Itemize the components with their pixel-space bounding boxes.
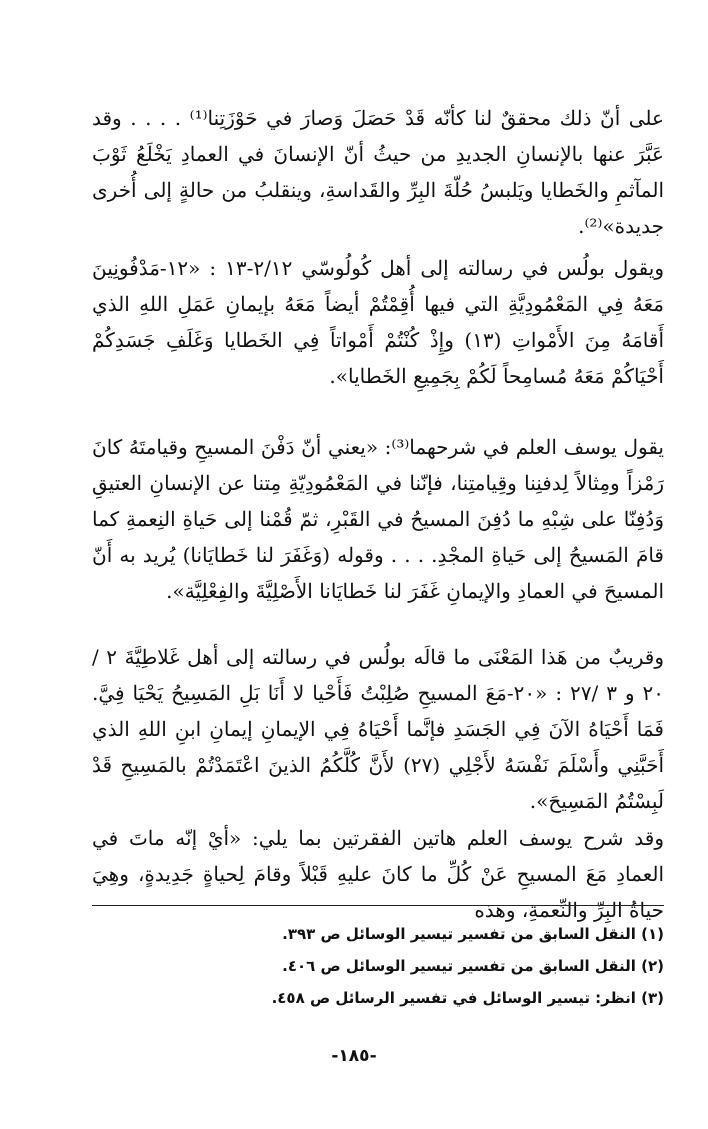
page-number: -١٨٥- [331, 1046, 377, 1066]
body-paragraph-1: على أنّ ذلك محققٌ لنا كأنّه قَدْ حَصَلَ وَصارَ في حَوْزَتِنا⁽¹⁾ . . . . وقد عَبَّرَ عنها بالإنسانِ الجديدِ من حيثُ أنّ الإنسانَ في العمادِ يَخْلَعُ ثَوْبَ المآثمِ والخَطايا ويَلبسُ حُلّةَ البِرِّ والقَداسةِ، وينقلبُ من حالةٍ إلى أُخرى جديدة»⁽²⁾. [92, 106, 664, 238]
footnote-1: (١) النقل السابق من تفسير تيسير الوسائل ص ٣٩٣. [282, 925, 664, 943]
body-paragraph-5: وقد شرح يوسف العلم هاتين الفقرتين بما يلي: «أيْ إنّه ماتَ في العمادِ مَعَ المسيحِ عَنْ كُلِّ ما كانَ عليهِ قَبْلاً وقامَ لِحياةٍ جَدِيدةٍ، وهِيَ حياةُ البِرِّ والنِّعمةِ، وهذه [92, 826, 664, 922]
footnote-2: (٢) النقل السابق من تفسير تيسير الوسائل ص ٤٠٦. [282, 957, 664, 975]
footnote-3: (٣) انظر: تيسير الوسائل في تفسير الرسائل ص ٤٥٨. [271, 989, 664, 1007]
body-paragraph-4: وقريبٌ من هَذا المَعْنَى ما قالَه بولُس في رسالته إلى أهل غَلاطِيَّةَ ٢ / ٢٠ و ٣ /٢٧ : «٢٠-مَعَ المسيحِ صُلِبْتُ فَأَحْيا لا أَنَا بَلِ المَسِيحُ يَحْيَا فِيَّ. فَمَا أَحْيَاهُ الآنَ فِي الجَسَدِ فإنَّما أَحْيَاهُ فِي الإيمانِ إيمانِ ابنِ اللهِ الذي أَحَبَّنِي وأَسْلَمَ نَفْسَهُ لأَجْلِي (٢٧) لأَنَّ كُلَّكُمُ الذينَ اعْتَمَدْتُمْ بالمَسِيحِ قَدْ لَبِسْتُمُ المَسِيحَ». [92, 645, 664, 813]
footnotes [92, 918, 664, 1014]
footnote-divider [92, 905, 664, 906]
body-paragraph-3: يقول يوسف العلم في شرحهما⁽³⁾: «يعني أنّ دَفْنَ المسيحِ وقيامتَهُ كانَ رَمْزاً ومِثالاً لِدفنِنا وقِيامتِنا، فإنّنا في المَعْمُودِيّةِ مِتنا عن الإنسانِ العتيقِ وَدُفِنّا على شِبْهِ ما دُفِنَ المسيحُ في القَبْرِ، ثمّ قُمْنا إلى حَياةِ النِعمةِ كما قامَ المَسيحُ إلى حَياةِ المجْدِ. . . . وقوله (وَغَفَرَ لنا خَطايَانا) يُريد به أَنّ المسيحَ في العمادِ والإيمانِ غَفَرَ لنا خَطايَانا الأَصْلِيَّةَ والفِعْلِيَّة». [92, 435, 664, 603]
body-paragraph-2: ويقول بولُس في رسالته إلى أهل كُولُوسّي ٢/١٢-١٣ : «١٢-مَدْفُونِينَ مَعَهُ فِي المَعْمُودِيَّةِ التي فيها أُقِمْتُمْ أيضاً مَعَهُ بإيمانِ عَمَلِ اللهِ الذي أَقامَهُ مِنَ الأَمْواتِ (١٣) وإِذْ كُنْتُمْ أَمْواتاً فِي الخَطايا وَغَلَفِ جَسَدِكُمْ أَحْيَاكُمْ مَعَهُ مُسامِحاً لَكُمْ بِجَمِيعِ الخَطايا». [92, 256, 664, 388]
